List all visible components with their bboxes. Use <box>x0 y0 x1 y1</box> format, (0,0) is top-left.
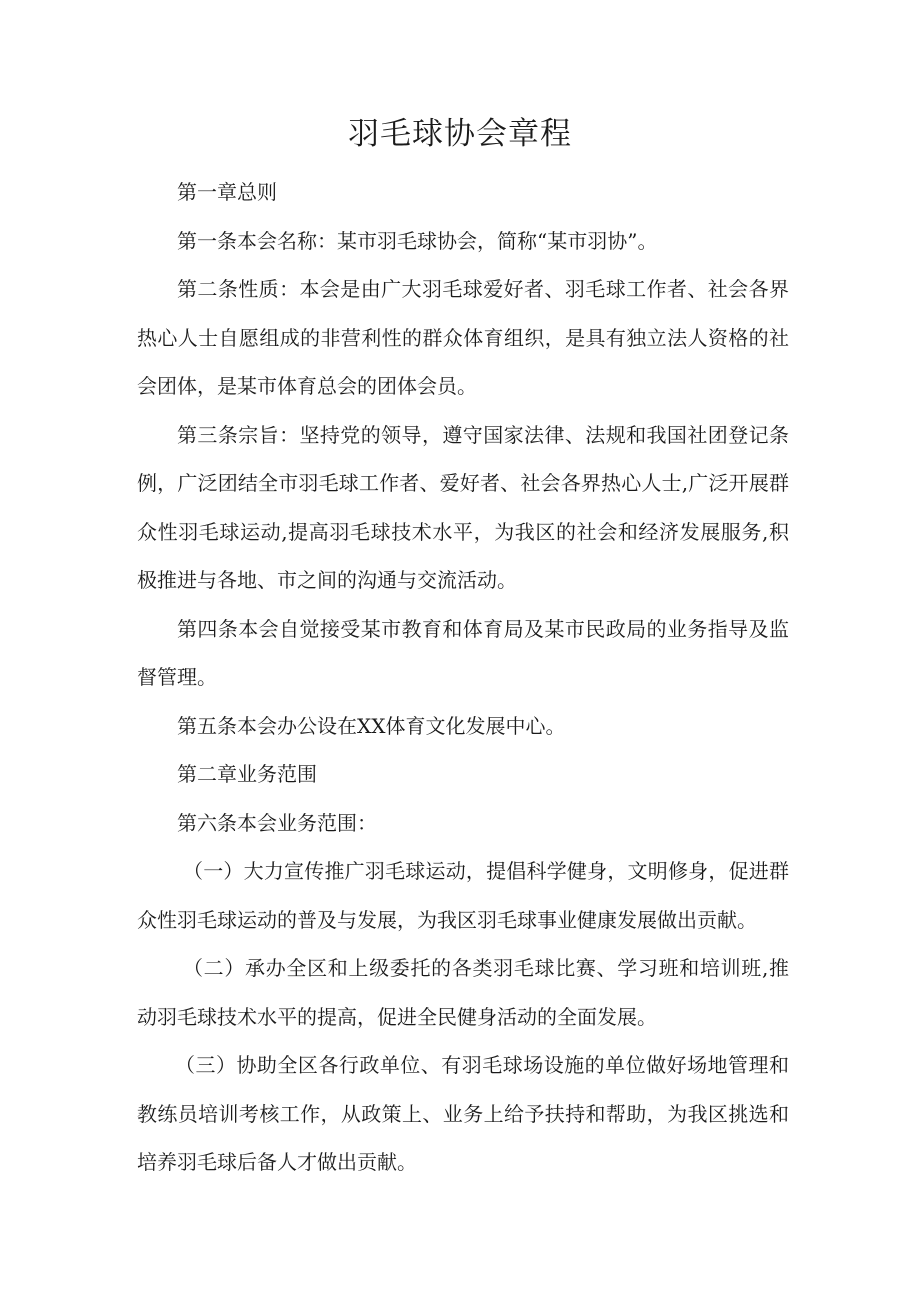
chapter-heading-1: 第一章总则 <box>177 180 277 204</box>
article-6: 第六条本会业务范围： <box>177 810 377 835</box>
article-2: 第二条性质：本会是由广大羽毛球爱好者、羽毛球工作者、社会各界热心人士自愿组成的非营利性的群众体育组织，是具有独立法人资格的社会团体，是某市体育总会的团体会员。 <box>137 277 789 398</box>
article-4: 第四条本会自觉接受某市教育和体育局及某市民政局的业务指导及监督管理。 <box>137 616 789 689</box>
document-body <box>137 168 789 1187</box>
article-5: 第五条本会办公设在XX体育文化发展中心。 <box>177 713 566 738</box>
document-title: 羽毛球协会章程 <box>348 116 572 152</box>
article-6-item-2: （二）承办全区和上级委托的各类羽毛球比赛、学习班和培训班,推动羽毛球技术水平的提高，促进全民健身活动的全面发展。 <box>137 956 789 1029</box>
article-6-item-1: （一）大力宣传推广羽毛球运动，提倡科学健身，文明修身，促进群众性羽毛球运动的普及与发展，为我区羽毛球事业健康发展做出贡献。 <box>137 859 789 932</box>
article-1: 第一条本会名称：某市羽毛球协会，简称“某市羽协”。 <box>177 228 658 253</box>
article-6-item-3: （三）协助全区各行政单位、有羽毛球场设施的单位做好场地管理和教练员培训考核工作，从政策上、业务上给予扶持和帮助，为我区挑选和培养羽毛球后备人才做出贡献。 <box>137 1053 789 1174</box>
article-3: 第三条宗旨：坚持党的领导，遵守国家法律、法规和我国社团登记条例，广泛团结全市羽毛球工作者、爱好者、社会各界热心人士,广泛开展群众性羽毛球运动,提高羽毛球技术水平，为我区的社会和经济发展服务,积极推进与各地、市之间的沟通与交流活动。 <box>137 422 789 592</box>
chapter-heading-2: 第二章业务范围 <box>177 762 317 786</box>
